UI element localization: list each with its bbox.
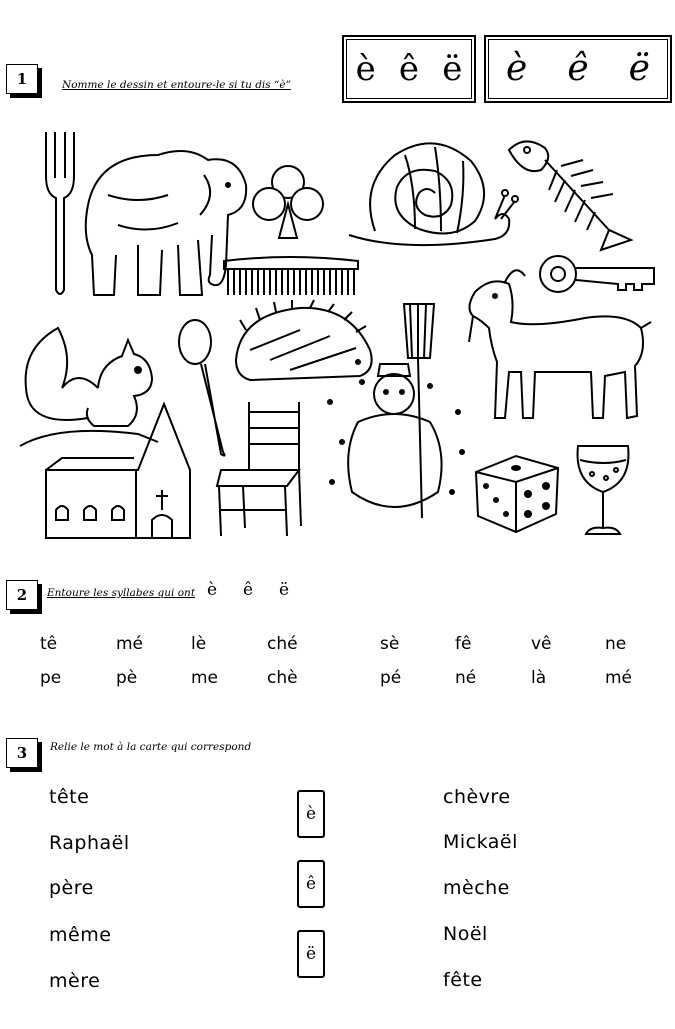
left-word[interactable]: Raphaël: [49, 832, 130, 854]
syllable[interactable]: mé: [605, 668, 633, 688]
snail-icon[interactable]: [345, 135, 520, 253]
letter-e-circumflex: ê: [398, 49, 420, 89]
chair-icon[interactable]: [215, 398, 307, 540]
fork-icon[interactable]: [42, 128, 78, 300]
exercise-2-instruction: Entoure les syllabes qui ont: [47, 587, 196, 599]
syllable[interactable]: pe: [40, 668, 62, 688]
exercise-3-number: 3: [6, 738, 38, 768]
syllable[interactable]: lè: [191, 634, 207, 654]
left-word[interactable]: père: [49, 877, 94, 899]
fish-bone-icon[interactable]: [505, 130, 635, 255]
card-e-circumflex[interactable]: ê: [297, 860, 325, 908]
syllable[interactable]: né: [455, 668, 477, 688]
left-word[interactable]: mère: [49, 970, 101, 992]
clover-icon[interactable]: [247, 160, 329, 244]
letter-e-diaeresis: ë: [442, 49, 463, 89]
church-icon[interactable]: [42, 400, 194, 542]
ex2-letter-e-circumflex: ê: [243, 580, 254, 600]
syllable[interactable]: ne: [605, 634, 627, 654]
comb-icon[interactable]: [220, 255, 362, 299]
syllable[interactable]: pé: [380, 668, 402, 688]
die-icon[interactable]: [472, 452, 562, 534]
exercise-2-number: 2: [6, 580, 38, 610]
ex2-letter-e-diaeresis: ë: [279, 580, 290, 600]
syllable[interactable]: mé: [116, 634, 144, 654]
script-letters-box: [484, 35, 672, 103]
letter-e-grave: è: [355, 49, 376, 89]
right-word[interactable]: Mickaël: [443, 831, 518, 853]
syllable[interactable]: vê: [531, 634, 552, 654]
left-word[interactable]: tête: [49, 786, 90, 808]
wine-glass-icon[interactable]: [572, 440, 634, 540]
syllable[interactable]: ché: [267, 634, 298, 654]
ex2-letter-e-grave: è: [207, 580, 218, 600]
syllable[interactable]: là: [531, 668, 547, 688]
exercise-1-number: 1: [6, 64, 38, 94]
script-letter-e-grave: è: [506, 48, 528, 89]
snowman-icon[interactable]: [322, 362, 472, 522]
syllable[interactable]: tê: [40, 634, 58, 654]
exercise-2-letters: [207, 580, 315, 600]
goat-icon[interactable]: [455, 262, 653, 432]
syllable[interactable]: chè: [267, 668, 298, 688]
card-e-grave[interactable]: è: [297, 790, 325, 838]
right-word[interactable]: fête: [443, 969, 483, 991]
script-letter-e-diaeresis: ë: [628, 48, 650, 89]
syllable[interactable]: pè: [116, 668, 138, 688]
syllable[interactable]: sè: [380, 634, 400, 654]
script-letter-e-circumflex: ê: [567, 48, 589, 89]
left-word[interactable]: même: [49, 924, 112, 946]
exercise-1-instruction: Nomme le dessin et entoure-le si tu dis “è”: [62, 79, 291, 91]
card-e-diaeresis[interactable]: ë: [297, 930, 325, 978]
print-letters-box: [342, 35, 476, 103]
right-word[interactable]: mèche: [443, 877, 510, 899]
syllable[interactable]: fê: [455, 634, 472, 654]
exercise-3-instruction: Relie le mot à la carte qui correspond: [50, 741, 252, 753]
right-word[interactable]: chèvre: [443, 786, 511, 808]
right-word[interactable]: Noël: [443, 923, 488, 945]
syllable[interactable]: me: [191, 668, 219, 688]
